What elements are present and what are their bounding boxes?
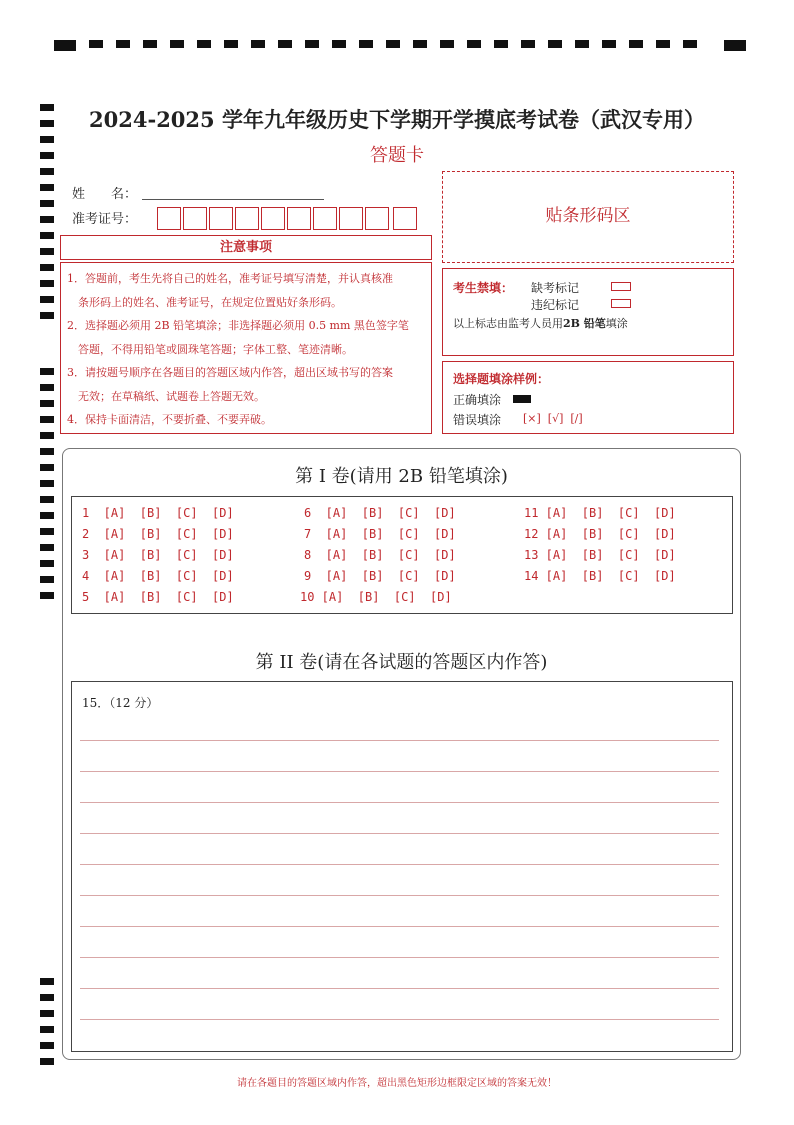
id-digit-cell[interactable] [313,207,337,230]
ban-note-suffix: 填涂 [605,317,628,330]
timing-mark [40,384,54,391]
id-label: 准考证号： [72,212,138,227]
notice-line: 答题，不得用铅笔或圆珠笔答题；字体工整、笔迹清晰。 [67,342,353,356]
timing-mark [521,40,535,48]
answer-line [80,833,719,834]
mc-question[interactable]: 8 [A] [B] [C] [D] [304,548,456,562]
timing-mark [656,40,670,48]
ban-note-prefix: 以上标志由监考人员用 [453,317,563,330]
timing-mark [40,528,54,535]
mc-question[interactable]: 13 [A] [B] [C] [D] [524,548,676,562]
answer-line [80,988,719,989]
timing-mark [40,464,54,471]
wrong-fill-samples: [×] [√] [/] [523,412,583,425]
page-subtitle: 答题卡 [370,145,424,166]
id-digit-cell[interactable] [157,207,181,230]
q15-answer-box[interactable] [71,681,733,1052]
timing-mark [40,496,54,503]
multiple-choice-box [71,496,733,614]
timing-mark [40,512,54,519]
mc-question[interactable]: 7 [A] [B] [C] [D] [304,527,456,541]
correct-label: 正确填涂 [453,393,502,407]
timing-mark [40,368,54,375]
id-digit-cell[interactable] [235,207,259,230]
timing-mark [40,994,54,1001]
answer-line [80,802,719,803]
timing-mark [40,592,54,599]
timing-mark [724,40,746,51]
mc-question[interactable]: 14 [A] [B] [C] [D] [524,569,676,583]
timing-mark [40,448,54,455]
name-field[interactable] [142,198,324,200]
part2-title: 第 II 卷(请在各试题的答题区内作答) [255,652,548,673]
timing-mark [40,312,54,319]
timing-mark [40,1042,54,1049]
timing-mark [305,40,319,48]
timing-mark [683,40,697,48]
ban-box [442,268,734,356]
timing-mark [40,416,54,423]
timing-mark [143,40,157,48]
answer-line [80,957,719,958]
answer-line [80,1019,719,1020]
mc-question[interactable]: 11 [A] [B] [C] [D] [524,506,676,520]
absent-checkbox[interactable] [611,282,631,291]
timing-mark [40,576,54,583]
notice-line: 3．请按题号顺序在各题目的答题区域内作答，超出区域书写的答案 [67,366,393,379]
id-digit-cell[interactable] [287,207,311,230]
name-label: 姓 名： [72,187,138,202]
barcode-area: 贴条形码区 [442,171,734,263]
timing-mark [40,544,54,551]
timing-mark [40,280,54,287]
sample-heading: 选择题填涂样例： [453,372,550,386]
footer-warning: 请在各题目的答题区域内作答，超出黑色矩形边框限定区域的答案无效！ [237,1078,557,1089]
part1-title: 第 I 卷(请用 2B 铅笔填涂) [295,466,508,487]
timing-mark [89,40,103,48]
notice-line: 4．保持卡面清洁，不要折叠、不要弄破。 [67,413,272,426]
answer-line [80,771,719,772]
notice-line: 无效；在草稿纸、试题卷上答题无效。 [67,389,265,403]
mc-question[interactable]: 5 [A] [B] [C] [D] [82,590,234,604]
correct-fill-sample [513,395,531,403]
notice-line: 1．答题前，考生先将自己的姓名，准考证号填写清楚，并认真核准 [67,272,393,285]
timing-mark [251,40,265,48]
mc-question[interactable]: 6 [A] [B] [C] [D] [304,506,456,520]
id-digit-cell[interactable] [183,207,207,230]
sample-box [442,361,734,434]
absent-label: 缺考标记 [531,281,580,295]
timing-mark [40,1010,54,1017]
timing-mark [494,40,508,48]
notice-line: 2．选择题必须用 2B 铅笔填涂；非选择题必须用 0.5 mm 黑色签字笔 [67,319,409,332]
timing-mark [40,296,54,303]
timing-mark [40,264,54,271]
id-digit-cell[interactable] [365,207,389,230]
violation-checkbox[interactable] [611,299,631,308]
timing-mark [440,40,454,48]
timing-mark [170,40,184,48]
answer-line [80,740,719,741]
timing-mark [40,1058,54,1065]
page-title: 2024-2025 学年九年级历史下学期开学摸底考试卷（武汉专用） [89,107,705,132]
timing-mark [40,216,54,223]
timing-mark [467,40,481,48]
notice-line: 条形码上的姓名、准考证号，在规定位置贴好条形码。 [67,295,342,309]
answer-line [80,864,719,865]
timing-mark [602,40,616,48]
timing-mark [629,40,643,48]
q15-label: 15．（12 分） [82,696,159,710]
notice-heading: 注意事项 [60,235,432,260]
timing-mark [40,248,54,255]
mc-question[interactable]: 1 [A] [B] [C] [D] [82,506,234,520]
timing-mark [386,40,400,48]
mc-question[interactable]: 3 [A] [B] [C] [D] [82,548,234,562]
timing-mark [40,184,54,191]
mc-question[interactable]: 12 [A] [B] [C] [D] [524,527,676,541]
notice-box [60,262,432,434]
mc-question[interactable]: 2 [A] [B] [C] [D] [82,527,234,541]
timing-mark [40,400,54,407]
answer-line [80,926,719,927]
timing-mark [54,40,76,51]
timing-mark [413,40,427,48]
ban-note-bold: 2B 铅笔 [563,317,606,330]
id-digit-cell[interactable] [261,207,285,230]
timing-mark [575,40,589,48]
answer-line [80,895,719,896]
timing-mark [40,432,54,439]
wrong-label: 错误填涂 [453,413,502,427]
timing-mark [224,40,238,48]
timing-mark [40,1026,54,1033]
mc-question[interactable]: 10 [A] [B] [C] [D] [300,590,452,604]
timing-mark [40,480,54,487]
timing-mark [40,232,54,239]
timing-mark [548,40,562,48]
violation-label: 违纪标记 [531,298,580,312]
timing-mark [197,40,211,48]
timing-mark [40,978,54,985]
timing-mark [359,40,373,48]
mc-question[interactable]: 9 [A] [B] [C] [D] [304,569,456,583]
mc-question[interactable]: 4 [A] [B] [C] [D] [82,569,234,583]
timing-mark [40,560,54,567]
timing-mark [332,40,346,48]
id-digit-cell[interactable] [339,207,363,230]
timing-mark [278,40,292,48]
ban-label: 考生禁填： [453,281,514,295]
id-digit-cell[interactable] [209,207,233,230]
timing-mark [40,168,54,175]
timing-mark [40,200,54,207]
ban-note [453,315,628,331]
timing-mark [116,40,130,48]
id-digit-cell[interactable] [393,207,417,230]
